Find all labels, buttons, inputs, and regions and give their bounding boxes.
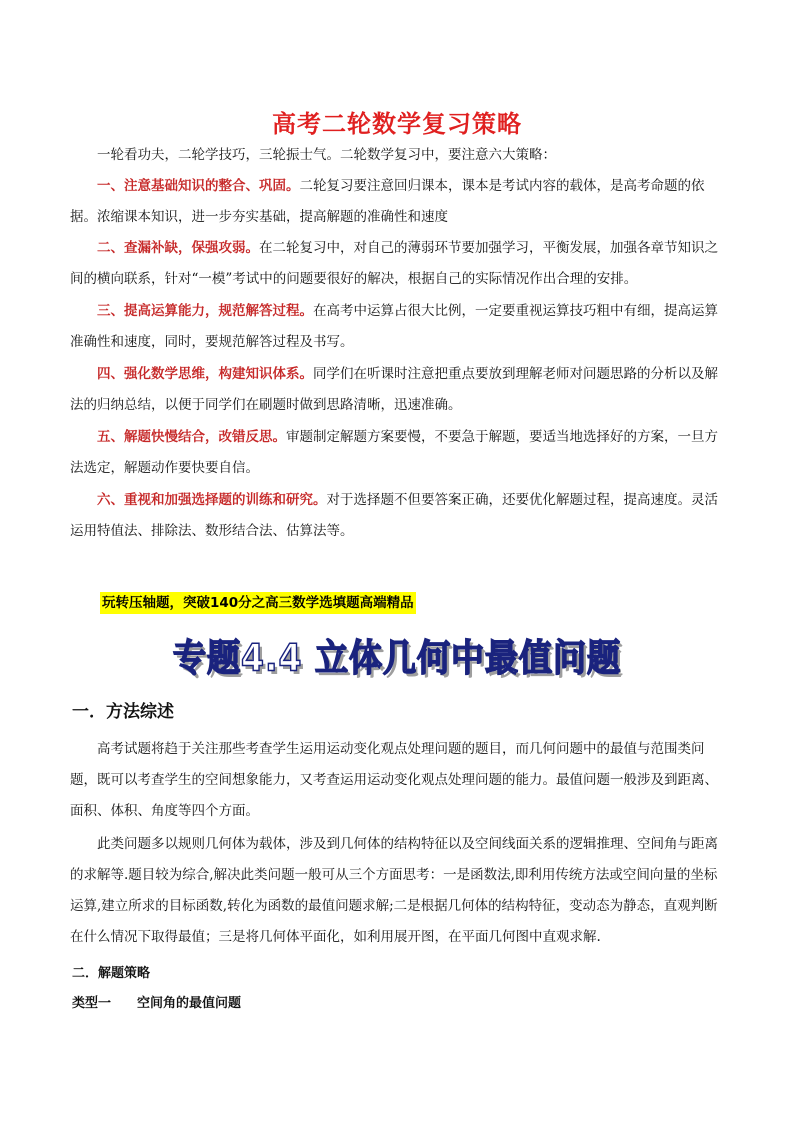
type-label: 类型一 <box>72 996 112 1011</box>
series-banner: 玩转压轴题，突破140分之高三数学选填题高端精品 <box>100 592 416 614</box>
section-1-paragraph-1: 高考试题将趋于关注那些考查学生运用运动变化观点处理问题的题目，而几何问题中的最值与范围类问题，既可以考查学生的空间想象能力，又考查运用运动变化观点处理问题的能力。最值问题一般涉及到距离、面积、体积、角度等四个方面。 <box>70 741 718 819</box>
strategy-1-lead: 一、注意基础知识的整合、巩固。 <box>97 178 300 194</box>
strategy-4-lead: 四、强化数学思维，构建知识体系。 <box>97 366 313 382</box>
strategy-6-text: 对于选择题不但要答案正确，还要优化解题过程，提高速度。灵活运用特值法、排除法、数形结合法、估算法等。 <box>70 492 718 539</box>
strategy-3-lead: 三、提高运算能力，规范解答过程。 <box>97 303 313 319</box>
strategy-3-text: 在高考中运算占很大比例，一定要重视运算技巧粗中有细，提高运算准确性和速度，同时，要规范解答过程及书写。 <box>70 303 718 350</box>
strategy-5 <box>70 422 720 484</box>
strategy-1 <box>70 171 720 233</box>
strategy-2-lead: 二、查漏补缺，保强攻弱。 <box>97 240 259 256</box>
strategy-5-lead: 五、解题快慢结合，改错反思。 <box>97 429 286 445</box>
strategy-4-text: 同学们在听课时注意把重点要放到理解老师对问题思路的分析以及解法的归纳总结，以便于同学们在刷题时做到思路清晰，迅速准确。 <box>70 366 718 413</box>
section-2-heading: 二．解题策略 <box>72 966 151 981</box>
strategy-6-lead: 六、重视和加强选择题的训练和研究。 <box>97 492 327 508</box>
topic-title: 专题4.4 立体几何中最值问题 <box>173 635 621 680</box>
strategy-5-text: 审题制定解题方案要慢，不要急于解题，要适当地选择好的方案，一旦方法选定，解题动作要快要自信。 <box>70 429 718 476</box>
strategy-3 <box>70 296 720 358</box>
page-title: 高考二轮数学复习策略 <box>272 110 522 138</box>
type-title: 空间角的最值问题 <box>137 996 242 1011</box>
intro-paragraph: 一轮看功夫，二轮学技巧，三轮振士气。二轮数学复习中，要注意六大策略： <box>97 147 556 163</box>
strategy-6 <box>70 485 720 547</box>
section-1-paragraph-2: 此类问题多以规则几何体为载体，涉及到几何体的结构特征以及空间线面关系的逻辑推理、空间角与距离的求解等.题目较为综合,解决此类问题一般可从三个方面思考：一是函数法,即利用传统方法或空间向量的坐标运算,建立所求的目标函数,转化为函数的最值问题求解;二是根据几何体的结构特征，变动态为静态，直观判断在什么情况下取得最值；三是将几何体平面化，如利用展开图，在平面几何图中直观求解. <box>70 836 718 945</box>
strategy-4 <box>70 359 720 421</box>
strategy-2-text: 在二轮复习中，对自己的薄弱环节要加强学习，平衡发展，加强各章节知识之间的横向联系，针对“一模”考试中的问题要很好的解决，根据自己的实际情况作出合理的安排。 <box>70 240 718 287</box>
section-1-heading: 一．方法综述 <box>72 702 174 722</box>
strategy-1-text: 二轮复习要注意回归课本，课本是考试内容的载体，是高考命题的依据。浓缩课本知识，进一步夯实基础，提高解题的准确性和速度 <box>70 178 705 225</box>
type-heading <box>72 992 241 1011</box>
strategy-2 <box>70 233 720 295</box>
